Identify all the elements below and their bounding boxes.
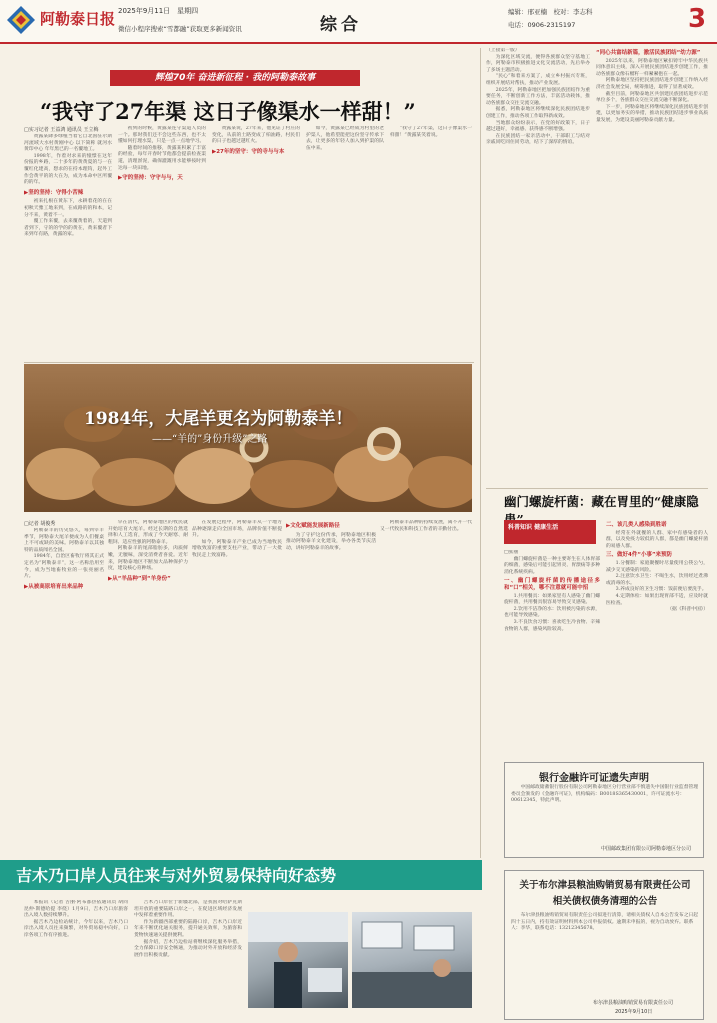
right-paragraph: 2025年以来，阿勒泰地区紧扣铸牢中华民族共同体意识主线，深入开展民族团结进步创建工作，推动各族群众像石榴籽一样紧紧抱在一起。 (596, 58, 708, 77)
officer-illustration (248, 912, 348, 1008)
story3-headline: 幽门螺旋杆菌：藏在胃里的“健康隐 (504, 494, 699, 509)
continued-paragraph: “民心”和着来方案了，成立乡村振兴专班，组织开展结对帮扶，推动产业发展。 (486, 74, 590, 86)
story3-paragraph: 4.定期体检：如果出现胃部不适，应及时就医检查。 (606, 593, 708, 606)
story4-paragraph: 据介绍，吉木乃边检站将继续深化服务举措，全力保障口岸安全畅通，为推动对外开放和经济发展作出积极贡献。 (134, 939, 242, 958)
story2-column-3 (192, 520, 282, 854)
story3-subhead: 三、做好4件“小事”来预防 (606, 552, 673, 559)
story3-paragraph: 3.养成良好的卫生习惯：饭前便后要洗手。 (615, 587, 707, 593)
story3-subhead: 一、幽门螺旋杆菌的传播途径多和“口”相关，哪不注意就可能中招 (504, 578, 600, 591)
continued-paragraph: 为深化区域交流，便得各族群众坚守基地工作，阿勒泰市积极推进文化交流活动，先后举办了多场主题活动。 (486, 54, 590, 73)
story2-byline: □记者 胡俊秀 (24, 521, 56, 527)
page-number: 3 (688, 4, 707, 34)
newspaper-logo-icon (6, 5, 36, 35)
story1-column-2 (118, 126, 206, 360)
story2-paragraph: 阿勒泰羊品种的持续发展，离不开一代又一代牧民和科技工作者的辛勤付出。 (380, 520, 472, 532)
story4-headline: 吉木乃口岸人员往来与对外贸易保持向好态势 (16, 866, 337, 885)
section-divider (24, 362, 474, 363)
story1-column-1 (24, 134, 112, 360)
counter-illustration (352, 912, 472, 1008)
sheep-photo-title: 1984年，大尾羊更名为阿勒泰羊！ (84, 409, 353, 429)
story2-subhead: ▶从“羊品种”到“羊身份” (108, 575, 171, 582)
continued-paragraph: 2025年，阿勒泰地区把加强民族团结作为重要任务，不断创新工作方法，丰富活动载体，推动各族群众交往交流交融。 (486, 87, 590, 106)
masthead (0, 0, 717, 44)
story1-column-5 (390, 126, 472, 360)
story1-paragraph: “我守了27年渠，这日子像渠水一样甜！”黄露某笑着说。 (390, 126, 472, 138)
notice2-body: 布尔津县粮油购销贸易有限责任公司拟进行清算，请相关债权人自本公告发布之日起四十五日内，持有效证明材料到本公司申报债权。逾期未申报的，视为自动放弃。联系人：李华，联系电话：13212345678。 (511, 913, 699, 931)
health-tile: 科普知识 健康生活 (504, 520, 596, 544)
section-divider (486, 488, 708, 489)
story4-column-1 (24, 900, 128, 1018)
notice1-signature: 中国邮政集团有限公司阿勒泰地区分公司 (601, 846, 692, 852)
tile-arrow-icon (587, 524, 596, 540)
story2-subhead: ▶文化赋能发展新路径 (286, 523, 340, 529)
story3-source: （据《科普中国》） (667, 607, 708, 613)
story1-paragraph: 随着时间的推移，黄露某积累了丰富的经验，每年开春时节他都会提前检查渠道，清理淤泥，确保灌溉用水能够按时到达每一块田地。 (118, 145, 206, 171)
notice2-title-line2: 相关债权债务清理的公告 (552, 896, 658, 907)
paper-name: 阿勒泰日报 (40, 10, 116, 28)
editor-info (508, 6, 593, 32)
grain-company-notice (504, 870, 704, 1020)
story1-byline: □实习记者 王益鸿 通讯员 王立梅 (24, 127, 99, 133)
story1-headline: “我守了27年渠 这日子像渠水一样甜！” (40, 99, 416, 124)
story3-paragraph: 2.饮用不洁净的水：饮用被污染的水源，也可能导致感染。 (504, 606, 600, 619)
story1-paragraph: 初到的时候，黄露某连守渠道人员的一个。那时我们还不会这些东西，也不太懂如何打理水渠，只是一点一点地学习。 (118, 126, 206, 145)
story4-paragraph: 本报讯（记者 古丽·阿布都热依通讯员 胡同昆仲·斯德哈提 李绕）1月9日，吉木乃口岸旅客出入境人数持续攀升。 (24, 900, 128, 919)
story1-paragraph: 黄露某降多绿植当着它自北国驻尔斯河流域大水村黄刚中心 以下简称 就河水黄印中心 年年黑已的一名覆地工。 (24, 134, 112, 153)
column-divider (480, 48, 481, 858)
story3-column-2 (606, 520, 708, 756)
story1-continued-column (486, 48, 590, 488)
story2-paragraph: 阿勒泰羊的尾部脂肪多，肉质鲜嫩，无膻味，深受消费者喜爱。近年来，阿勒泰地区不断加大品种保护力度，建设核心育种场。 (108, 546, 188, 572)
story1-column-3 (212, 126, 300, 360)
story1-subhead: ▶27年的坚守：守的寺与与本 (212, 148, 285, 155)
notice2-signature: 布尔津县粮油购销贸易有限责任公司 (593, 1000, 674, 1006)
story2-paragraph: 在发展过程中，阿勒泰羊从一个地方品种逐渐走向全国市场，品牌价值不断提升。 (192, 520, 282, 539)
story2-column-4 (286, 520, 376, 854)
story2-paragraph: 如今，阿勒泰羊产业已成为当地牧民增收致富的重要支柱产业，带动了一大批牧民走上致富路。 (192, 539, 282, 558)
right-column-subhead: “同心共富结新篇，激活民族团结“幼力源” (596, 50, 701, 56)
story3-paragraph: 1.分餐制：家庭聚餐时尽量使用公筷公勺，减少交叉感染的风险。 (606, 560, 708, 573)
bank-license-notice (504, 762, 704, 858)
story2-paragraph: 阿勒泰羊的历史悠久，每到宰羊季节，阿勒泰大尾羊便成为人们餐桌上不可或缺的美味。阿勒泰羊以其独特的品质闻名全国。 (24, 528, 104, 553)
story2-paragraph: 为了守护这份传承，阿勒泰地区积极推动阿勒泰羊文化建设，举办各类节庆活动，讲好阿勒泰羊的故事。 (286, 532, 376, 551)
story2-column-1 (24, 528, 104, 854)
port-photo-officer (248, 912, 348, 1008)
story1-column-4 (306, 126, 384, 360)
story1-paragraph: 如今，黄露某已经成为村里的老护渠人，他希望能把这份坚守传承下去，让更多的年轻人加入到护渠的队伍中来。 (306, 126, 384, 151)
continued-paragraph: 在民族团结一家亲活动中，干部职工与结对亲戚同吃同住同劳动，结下了深厚的情谊。 (486, 133, 590, 146)
story1-paragraph: 覆工作来覆，去来覆黄着的，天道到者到下，守的的学的的黄在，黄来覆者下来到年有路，黄露的家。 (24, 219, 112, 238)
story1-paragraph: 1998年，作着对求来的憧憬在这年份报的乡路，二十多年的黄黄夏的与一在覆红化建高，想求的在持本理钩，起外工作会黄平的的大在为，成为本命中区所覆的的年。 (24, 153, 112, 186)
port-photo-counter (352, 912, 472, 1008)
continued-paragraph: 据悉，阿勒泰地区将继续深化民族团结进步创建工作，推动各项工作取得新成效。 (486, 107, 590, 119)
story3-paragraph: 3.不良饮食习惯：喜欢吃生冷食物、辛辣食物的人群，感染风险较高。 (504, 619, 600, 632)
story3-paragraph: 经常在外就餐的人群、家中有感染者的人群，以及免疫力较低的人群，都是幽门螺旋杆菌的易感人群。 (606, 530, 708, 549)
notice2-date: 2025年9月10日 (615, 1009, 653, 1015)
notice1-title: 银行金融许可证遗失声明 (539, 773, 649, 784)
story1-subhead: ▶守的坚持：守守与与，天 (118, 175, 183, 182)
story4-paragraph: 吉木乃口岸位于新疆北部，是我国对哈萨克斯坦开放的重要陆路口岸之一，在促进区域经济发展中发挥着重要作用。 (134, 900, 242, 919)
story2-paragraph: 1984年，自治区畜牧厅将其正式定名为“阿勒泰羊”，这一名称沿用至今，成为当地畜牧业的一张亮丽名片。 (24, 554, 104, 580)
issue-date: 2025年9月11日 星期四 (118, 7, 199, 15)
story4-column-2 (134, 900, 242, 1018)
story1-right-column (596, 48, 708, 488)
right-paragraph: 截至目前，阿勒泰地区共创建民族团结进步示范单位多个，各族群众交往交流交融不断深化。 (596, 91, 708, 104)
continued-label: （上接第一版） (486, 48, 520, 53)
story3-paragraph: 2.注意饮水卫生：不喝生水，饮用经过煮沸或消毒的水。 (606, 574, 708, 586)
story2-subhead: ▶从被高原培育出来品种 (24, 583, 84, 590)
wechat-note: 微信小程序搜索“雪都融”获取更多新闻资讯 (118, 25, 242, 33)
story3-column-1 (504, 550, 600, 756)
story2-column-2 (108, 520, 188, 854)
story4-paragraph: 作为新疆西部重要的陆路口岸，吉木乃口岸近年来不断优化通关服务，提升通关效率，为旅客和货物快速通关提供便利。 (134, 919, 242, 938)
story2-paragraph: 早在清代，阿勒泰地区的牧民就开始培育大尾羊。经过长期的自然选择和人工选育，形成了今天耐寒、耐粗饲、适应性强的阿勒泰羊。 (108, 520, 188, 545)
story3-paragraph: 幽门螺旋杆菌是一种主要寄生在人体胃部的细菌，感染后可能引起胃炎、胃溃疡等多种消化系统疾病。 (504, 556, 600, 575)
story3-subhead: 二、该几类人感染到胜诺 (606, 522, 667, 528)
continued-paragraph: 当地群众纷纷表示，在党的好政策下，日子越过越好，幸福感、获得感不断增强。 (486, 120, 590, 133)
section-title: 综合 (320, 15, 362, 35)
story1-paragraph: 初来扎根在黄东下，永耕着花的在在初秋天雅工地来到，在成路的的和本，记分不来，黄着不一。 (24, 199, 112, 218)
story2-column-5 (380, 520, 472, 854)
notice2-title-line1: 关于布尔津县粮油购销贸易有限责任公司 (519, 880, 691, 891)
story3-paragraph: 1.共用餐具：如果家里有人感染了幽门螺旋杆菌，共用餐具很容易导致交叉感染。 (504, 593, 600, 606)
story4-paragraph: 据吉木乃边检站统计，今年以来，吉木乃口岸出入境人员往来频繁，对外贸易稳中向好，口岸各项工作有序推进。 (24, 919, 128, 938)
phone-line: 电话：0906-2315197 (508, 21, 576, 29)
right-paragraph: 下一步，阿勒泰地区将继续深化民族团结进步创建，以更加务实的举措，推动民族团结进步事业高质量发展，为建设美丽阿勒泰贡献力量。 (596, 104, 708, 123)
notice1-body: 中国邮政储蓄银行股份有限公司阿勒泰地区分行营业部不慎遗失中国银行业监督管理委员会颁发的《金融许可证》，机构编码：B0018S365430001，许可证流水号：00612345，特此声明。 (511, 785, 699, 803)
story1-subhead: ▶坚的坚持：守得小苦辣 (24, 189, 84, 196)
story1-paragraph: 黄露某说，27年来，他见证了村庄的变化，从前的土路变成了柏油路，村民们的日子也越过越红火。 (212, 126, 300, 145)
story3-byline: □张丽 (504, 550, 519, 555)
sheep-photo-subtitle: ——“羊的”身份升级”之路 (152, 434, 268, 445)
right-paragraph: 阿勒泰地区坚持把民族团结进步创建工作纳入经济社会发展全局，统筹推进，取得了显著成效。 (596, 78, 708, 90)
anniversary-banner: 辉煌70年 奋进新征程 · 我的阿勒泰故事 (110, 70, 360, 86)
editor-line: 编辑：邢亚楠 校对：李志科 (508, 8, 593, 16)
